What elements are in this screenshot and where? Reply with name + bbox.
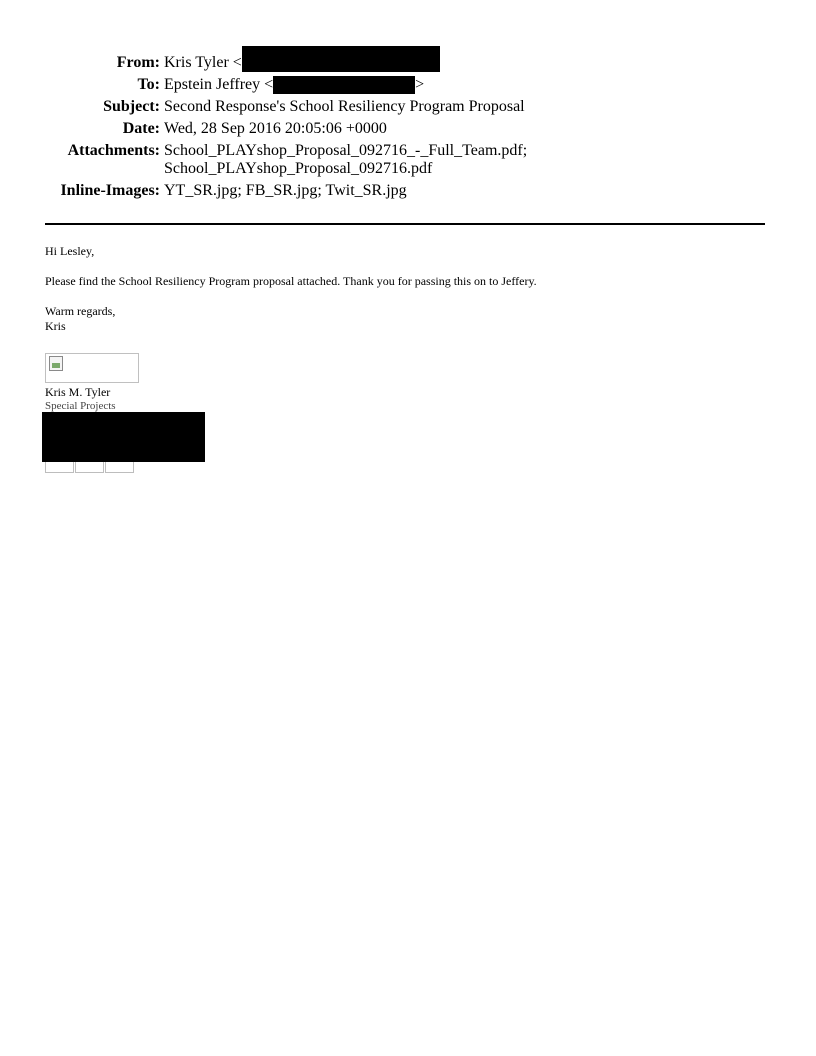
subject-label: Subject: [103, 98, 160, 115]
closing-line: Warm regards, [45, 304, 116, 318]
closing-name: Kris [45, 319, 66, 333]
attachment-item[interactable]: School_PLAYshop_Proposal_092716.pdf [164, 160, 433, 177]
to-suffix: > [415, 76, 425, 93]
signature-title: Special Projects [45, 400, 116, 412]
from-label: From: [116, 54, 160, 71]
redaction-to-email [273, 76, 415, 94]
from-name: Kris Tyler < [164, 54, 242, 71]
to-value [164, 72, 527, 94]
signature-logo-image [45, 353, 139, 383]
body-paragraph: Please find the School Resiliency Program proposal attached. Thank you for passing this on to Jeffery. [45, 274, 537, 288]
date-label: Date: [122, 120, 160, 137]
from-value [164, 46, 527, 72]
to-label: To: [137, 76, 160, 93]
date-value: Wed, 28 Sep 2016 20:05:06 +0000 [164, 120, 387, 137]
header-divider [45, 223, 765, 225]
email-header [45, 46, 527, 200]
redaction-signature-block [42, 412, 205, 462]
redaction-from-email [242, 46, 440, 72]
broken-image-icon [49, 356, 63, 371]
greeting: Hi Lesley, [45, 244, 95, 258]
inline-images-label: Inline-Images: [60, 182, 160, 199]
to-name: Epstein Jeffrey < [164, 76, 274, 93]
attachments-list [164, 138, 527, 178]
attachments-label: Attachments: [67, 142, 160, 159]
subject-value: Second Response's School Resiliency Program Proposal [164, 98, 525, 115]
signature-name: Kris M. Tyler [45, 385, 111, 399]
inline-images-value: YT_SR.jpg; FB_SR.jpg; Twit_SR.jpg [164, 182, 407, 199]
attachment-item[interactable]: School_PLAYshop_Proposal_092716_-_Full_Team.pdf; [164, 142, 528, 159]
